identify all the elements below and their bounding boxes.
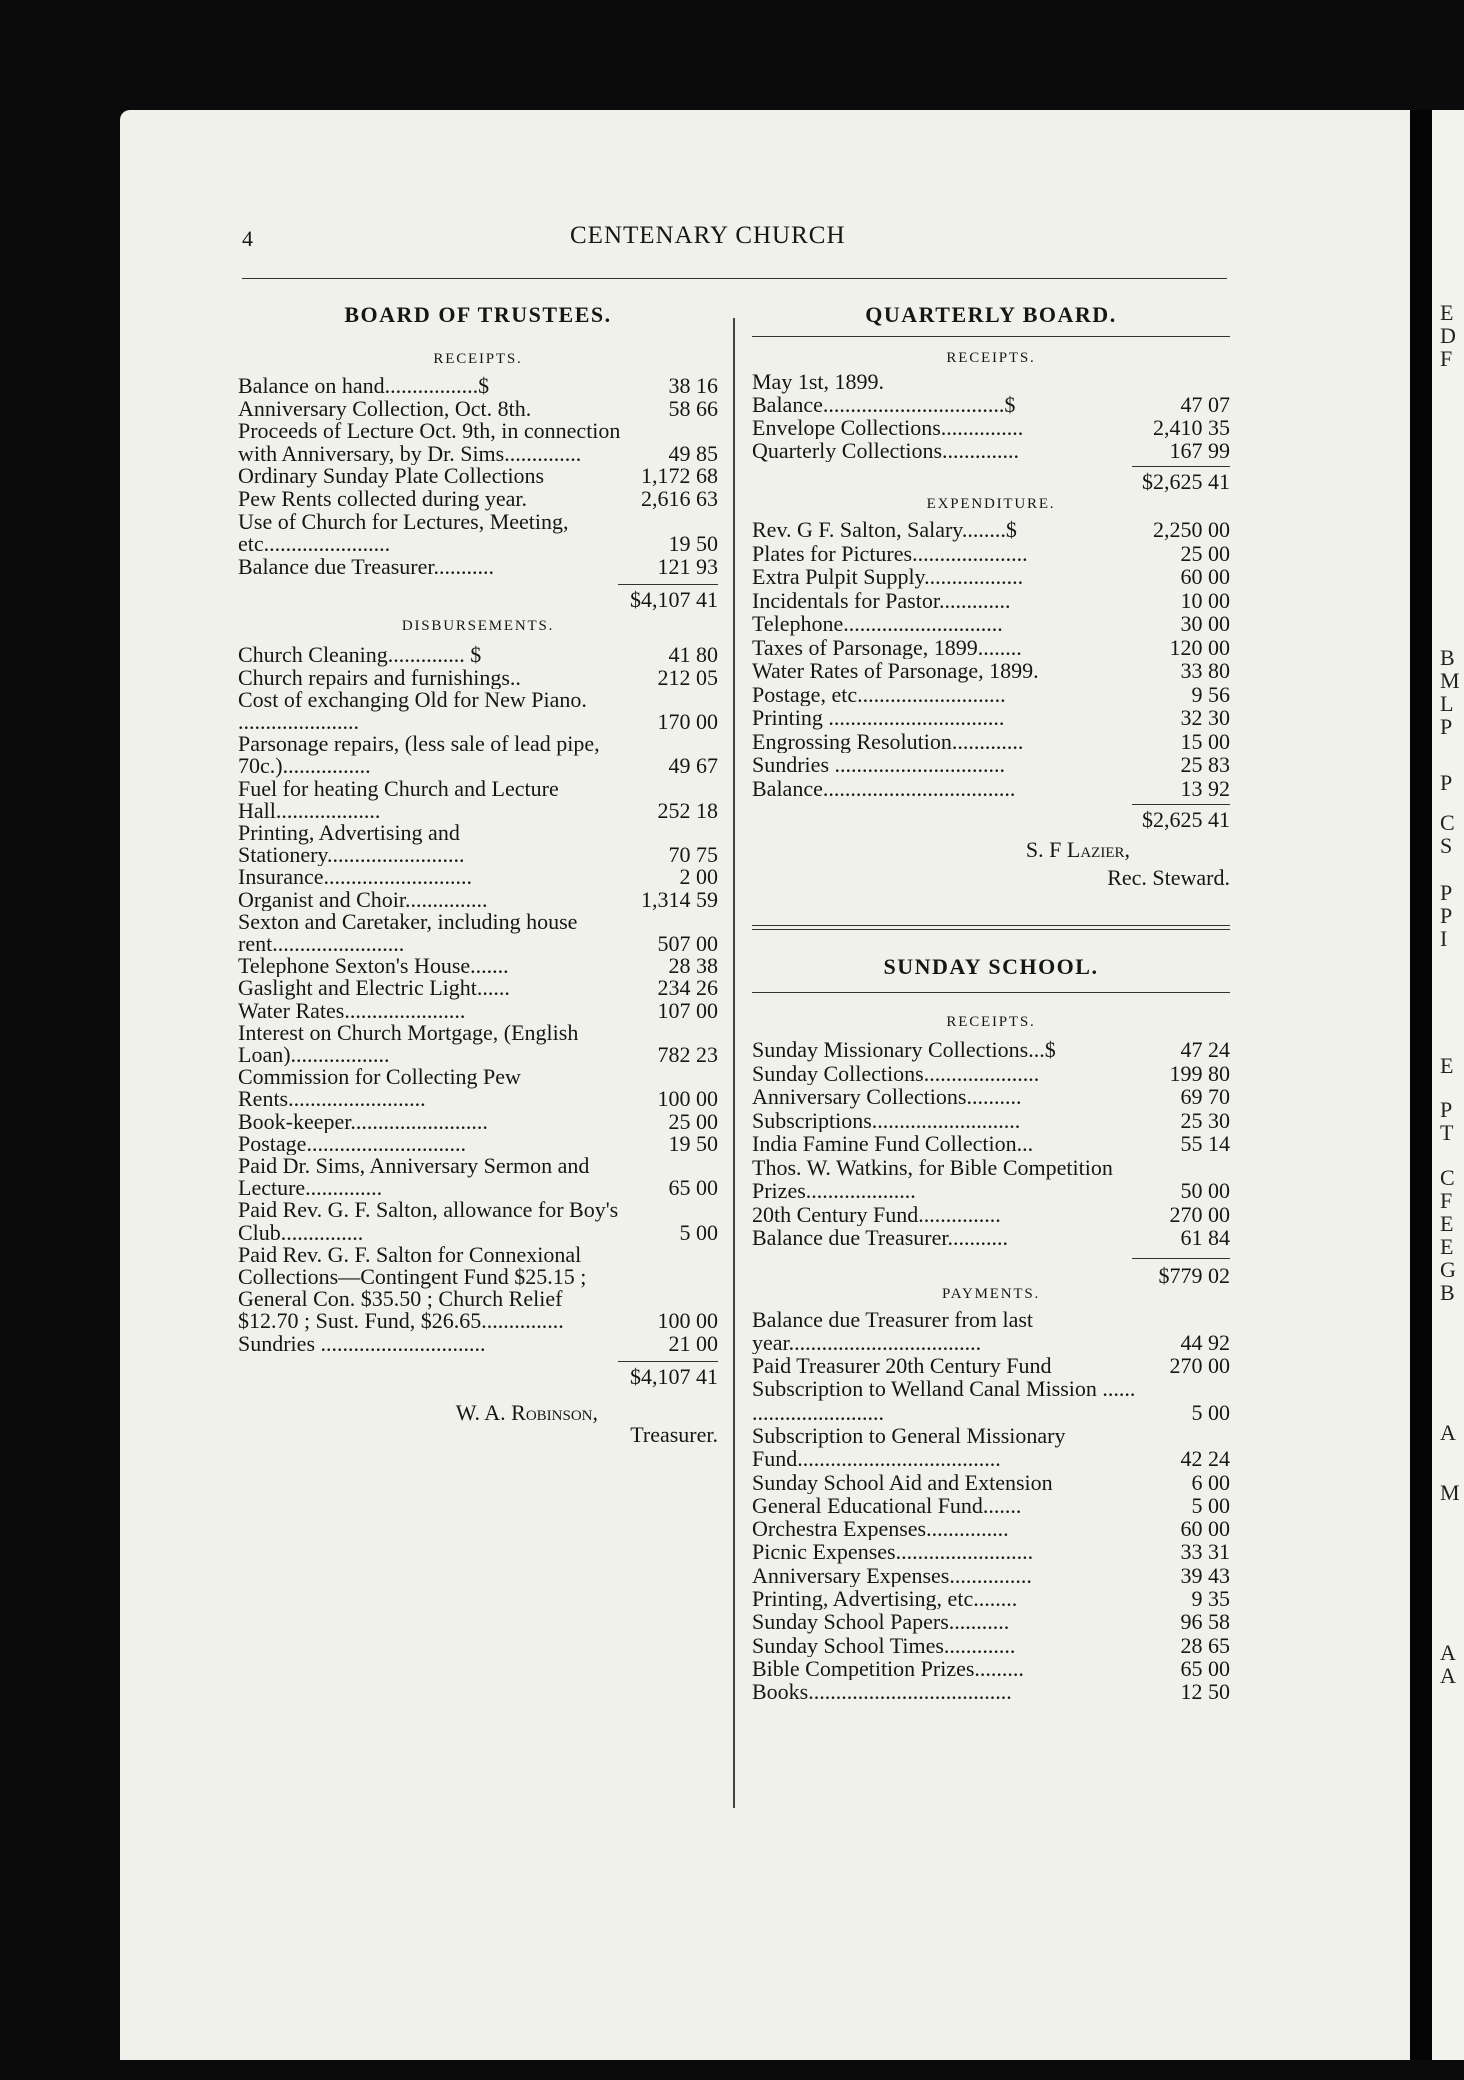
ledger-label: Balance due Treasurer........... <box>752 1226 1008 1250</box>
ledger-label: Gaslight and Electric Light...... <box>238 977 510 1000</box>
ledger-row <box>238 1330 718 1356</box>
ledger-row <box>752 1132 1230 1156</box>
quarterly-expenditure-label: EXPENDITURE. <box>926 496 1056 512</box>
ledger-row <box>752 1540 1230 1563</box>
ledger-amount: 2,250 00 <box>1153 517 1230 542</box>
ledger-row <box>238 886 718 912</box>
ledger-row <box>752 683 1230 707</box>
ledger-row <box>752 730 1230 754</box>
ledger-label: Telephone............................. <box>752 612 1003 636</box>
ledger-label: Pew Rents collected during year. <box>238 487 527 511</box>
fragment-letter: P <box>1440 714 1453 739</box>
ledger-label: Quarterly Collections.............. <box>752 439 1020 462</box>
ledger-label: Proceeds of Lecture Oct. 9th, in connection with Anniversary, by Dr. Sims.............. <box>238 420 621 466</box>
ledger-amount: 1,172 68 <box>641 463 718 489</box>
ledger-amount: 5 00 <box>1191 1399 1230 1425</box>
ledger-amount: 61 84 <box>1180 1225 1230 1250</box>
ledger-row <box>238 1022 718 1066</box>
ledger-amount: 41 80 <box>668 642 718 668</box>
quarterly-signature-name: S. F Lazier, <box>1025 837 1130 862</box>
ledger-amount: 13 92 <box>1180 775 1230 801</box>
ledger-row <box>238 866 718 888</box>
ledger-label: Paid Treasurer 20th Century Fund <box>752 1354 1052 1378</box>
ledger-amount: 28 65 <box>1180 1632 1230 1658</box>
sunday-receipts-label: RECEIPTS. <box>946 1014 1036 1030</box>
ledger-row <box>752 416 1230 439</box>
trustees-title: BOARD OF TRUSTEES. <box>344 302 612 327</box>
ledger-label: Balance due Treasurer from last year................................... <box>752 1307 1034 1355</box>
header-rule <box>242 278 1227 279</box>
ledger-label: Subscription to Welland Canal Mission ...... ........................ <box>752 1377 1136 1424</box>
ledger-row <box>752 777 1230 801</box>
ledger-row <box>752 1634 1230 1657</box>
ledger-row <box>752 1377 1230 1424</box>
ledger-amount: 60 00 <box>1180 564 1230 589</box>
ledger-label: Envelope Collections............... <box>752 416 1024 439</box>
ledger-label: Books..................................... <box>752 1680 1012 1704</box>
ledger-label: Sexton and Caretaker, including house rent........................ <box>238 910 578 956</box>
ledger-label: Balance.................................$ <box>752 393 1016 416</box>
ledger-row <box>752 1494 1230 1517</box>
ledger-amount: 167 99 <box>1169 438 1230 463</box>
ledger-label: Sunday School Aid and Extension <box>752 1470 1053 1494</box>
trustees-column <box>238 300 718 1446</box>
ledger-row <box>752 1610 1230 1633</box>
ledger-label: Picnic Expenses......................... <box>752 1540 1034 1564</box>
ledger-amount: 25 83 <box>1180 752 1230 777</box>
sunday-title: SUNDAY SCHOOL. <box>883 954 1099 979</box>
ledger-amount: 9 35 <box>1191 1586 1230 1612</box>
ledger-row <box>752 636 1230 660</box>
ledger-amount: 507 00 <box>657 930 718 956</box>
ledger-row <box>752 612 1230 636</box>
fragment-letter: F <box>1440 1188 1453 1213</box>
total-rule <box>1132 804 1230 805</box>
ledger-row <box>238 689 718 733</box>
quarterly-receipts-total: $2,625 41 <box>1142 469 1230 494</box>
ledger-label: Fuel for heating Church and Lecture Hall................... <box>238 777 559 822</box>
trustees-receipts-label: RECEIPTS. <box>433 351 523 367</box>
ledger-amount: 60 00 <box>1180 1516 1230 1542</box>
fragment-letter: E <box>1440 1211 1454 1236</box>
ledger-amount: 55 14 <box>1180 1131 1230 1156</box>
ledger-row <box>752 706 1230 730</box>
ledger-label: Subscriptions........................... <box>752 1108 1021 1132</box>
ledger-row <box>238 553 718 579</box>
ledger-amount: 100 00 <box>657 1308 718 1334</box>
ledger-label: Interest on Church Mortgage, (English Loan).................. <box>238 1021 579 1067</box>
ledger-label: Anniversary Collections.......... <box>752 1085 1022 1109</box>
ledger-amount: 70 75 <box>668 842 718 868</box>
ledger-row <box>752 565 1230 589</box>
ledger-amount: 5 00 <box>1191 1492 1230 1518</box>
ledger-row <box>238 1130 718 1156</box>
ledger-amount: 47 07 <box>1180 392 1230 417</box>
ledger-row <box>752 1203 1230 1227</box>
ledger-row <box>752 1564 1230 1587</box>
ledger-row <box>752 1308 1230 1355</box>
ledger-label: Sundries ............................... <box>752 753 1005 777</box>
ledger-row <box>238 644 718 666</box>
ledger-label: Printing ................................ <box>752 706 1005 730</box>
fragment-letter: P <box>1440 903 1453 928</box>
ledger-label: Organist and Choir............... <box>238 888 488 911</box>
ledger-label: General Educational Fund....... <box>752 1493 1022 1518</box>
ledger-label: Use of Church for Lectures, Meeting, etc....................... <box>238 510 569 556</box>
ledger-amount: 39 43 <box>1180 1562 1230 1588</box>
total-rule <box>618 584 718 585</box>
ledger-row <box>752 1156 1230 1203</box>
ledger-row <box>752 542 1230 566</box>
fragment-letter: P <box>1440 880 1453 905</box>
ledger-amount: 33 31 <box>1180 1539 1230 1565</box>
ledger-row <box>752 753 1230 777</box>
ledger-amount: 121 93 <box>657 553 718 579</box>
ledger-row <box>752 1587 1230 1610</box>
ledger-row <box>752 1038 1230 1062</box>
ledger-amount: 234 26 <box>657 975 718 1001</box>
ledger-row <box>752 1680 1230 1703</box>
fragment-letter: F <box>1440 346 1453 371</box>
ledger-row <box>238 911 718 955</box>
ledger-row <box>752 589 1230 613</box>
ledger-amount: 170 00 <box>657 708 718 734</box>
ledger-label: Sundries .............................. <box>238 1332 486 1355</box>
ledger-label: Subscription to General Missionary Fund..................................... <box>752 1423 1066 1471</box>
ledger-amount: 28 38 <box>668 953 718 979</box>
page-number: 4 <box>242 226 253 251</box>
ledger-row <box>238 511 718 556</box>
ledger-label: Orchestra Expenses............... <box>752 1517 1009 1541</box>
ledger-amount: 49 67 <box>668 753 718 779</box>
total-rule <box>618 1361 718 1362</box>
ledger-amount: 19 50 <box>668 531 718 557</box>
ledger-row <box>752 1424 1230 1471</box>
ledger-row <box>752 1657 1230 1680</box>
ledger-amount: 47 24 <box>1180 1037 1230 1062</box>
ledger-label: Parsonage repairs, (less sale of lead pipe, 70c.)................ <box>238 733 600 778</box>
fragment-letter: A <box>1440 1640 1456 1665</box>
ledger-amount: 1,314 59 <box>641 886 718 912</box>
fragment-letter: G <box>1440 1257 1456 1282</box>
sunday-payments-label: PAYMENTS. <box>941 1285 1041 1302</box>
ledger-row <box>752 1517 1230 1540</box>
ledger-row <box>752 1062 1230 1086</box>
ledger-row <box>238 395 718 421</box>
ledger-label: Incidentals for Pastor............. <box>752 588 1011 612</box>
quarterly-expenditure-total: $2,625 41 <box>1142 807 1230 832</box>
ledger-amount: 25 00 <box>668 1108 718 1134</box>
fragment-letter: S <box>1440 833 1453 858</box>
ledger-label: Balance................................... <box>752 776 1016 800</box>
ledger-amount: 49 85 <box>668 440 718 466</box>
ledger-row <box>238 1244 718 1333</box>
ledger-label: Book-keeper......................... <box>238 1110 488 1133</box>
ledger-label: India Famine Fund Collection... <box>752 1132 1034 1156</box>
ledger-label: Sunday Collections..................... <box>752 1061 1040 1085</box>
ledger-label: Balance on hand.................$ <box>238 375 490 398</box>
ledger-label: Telephone Sexton's House....... <box>238 955 509 978</box>
fragment-letter: M <box>1440 668 1460 693</box>
ledger-label: Engrossing Resolution............. <box>752 729 1024 753</box>
ledger-row <box>752 393 1230 416</box>
ledger-amount: 21 00 <box>668 1330 718 1356</box>
total-rule <box>1132 466 1230 467</box>
next-page-edge <box>1432 110 1464 2060</box>
ledger-label: Postage, etc........................... <box>752 682 1006 706</box>
fragment-letter: E <box>1440 1053 1454 1078</box>
fragment-letter: A <box>1440 1663 1456 1688</box>
trustees-disbursements-label: DISBURSEMENTS. <box>401 618 555 635</box>
ledger-row <box>238 664 718 690</box>
ledger-amount: 38 16 <box>668 373 718 398</box>
ledger-label: Bible Competition Prizes......... <box>752 1656 1024 1681</box>
fragment-letter: A <box>1440 1420 1456 1445</box>
ledger-amount: 96 58 <box>1180 1609 1230 1635</box>
ledger-label: Anniversary Collection, Oct. 8th. <box>238 397 532 421</box>
trustees-receipts-list <box>238 375 718 578</box>
ledger-amount: 2,410 35 <box>1153 415 1230 440</box>
ledger-amount: 69 70 <box>1180 1084 1230 1109</box>
quarterly-receipts-list <box>752 393 1230 462</box>
sunday-receipts-total: $779 02 <box>1158 1262 1230 1288</box>
ledger-label: Thos. W. Watkins, for Bible Competition Prizes.................... <box>752 1155 1113 1203</box>
ledger-label: Commission for Collecting Pew Rents......................... <box>238 1066 521 1111</box>
fragment-letter: B <box>1440 645 1455 670</box>
ledger-amount: 65 00 <box>1180 1655 1230 1681</box>
trustees-signature-title: Treasurer. <box>630 1421 718 1447</box>
ledger-amount: 58 66 <box>668 395 718 421</box>
trustees-signature-name: W. A. Robinson, <box>455 1399 598 1425</box>
ledger-row <box>238 485 718 511</box>
ledger-label: Insurance........................... <box>238 866 473 889</box>
ledger-label: Ordinary Sunday Plate Collections <box>238 465 545 488</box>
ledger-row <box>238 375 718 398</box>
section-rule <box>752 992 1230 993</box>
fragment-letter: I <box>1440 926 1448 951</box>
fragment-letter: B <box>1440 1280 1455 1305</box>
ledger-row <box>752 1085 1230 1109</box>
ledger-label: 20th Century Fund............... <box>752 1202 1001 1226</box>
quarterly-date-line: May 1st, 1899. <box>752 369 884 394</box>
quarterly-signature-title: Rec. Steward. <box>1107 865 1230 890</box>
ledger-amount: 32 30 <box>1180 705 1230 730</box>
ledger-amount: 252 18 <box>657 797 718 823</box>
trustees-disbursements-total: $4,107 41 <box>630 1363 718 1389</box>
ledger-row <box>752 1226 1230 1250</box>
section-double-rule <box>752 925 1230 930</box>
ledger-label: Cost of exchanging Old for New Piano. ...................... <box>238 688 587 734</box>
ledger-label: Postage............................. <box>238 1132 466 1156</box>
ledger-row <box>238 822 718 866</box>
ledger-label: Plates for Pictures..................... <box>752 541 1028 565</box>
fragment-letter: E <box>1440 300 1454 325</box>
ledger-label: Printing, Advertising, etc........ <box>752 1587 1018 1611</box>
ledger-amount: 33 80 <box>1180 658 1230 683</box>
ledger-label: Rev. G F. Salton, Salary........$ <box>752 518 1017 542</box>
ledger-row <box>238 955 718 977</box>
ledger-label: Balance due Treasurer........... <box>238 555 494 579</box>
ledger-amount: 44 92 <box>1180 1329 1230 1355</box>
quarterly-receipts-label: RECEIPTS. <box>946 350 1036 366</box>
ledger-row <box>238 420 718 465</box>
ledger-amount: 107 00 <box>657 997 718 1023</box>
ledger-amount: 270 00 <box>1169 1353 1230 1379</box>
ledger-row <box>752 518 1230 542</box>
ledger-amount: 30 00 <box>1180 611 1230 636</box>
trustees-disbursements-list <box>238 644 718 1355</box>
ledger-amount: 2 00 <box>679 864 718 890</box>
ledger-amount: 212 05 <box>657 664 718 690</box>
ledger-amount: 9 56 <box>1191 681 1230 707</box>
fragment-letter: D <box>1440 323 1456 348</box>
fragment-letter: E <box>1440 1234 1454 1259</box>
fragment-letter: L <box>1440 691 1454 716</box>
ledger-amount: 25 30 <box>1180 1107 1230 1133</box>
ledger-label: Sunday Missionary Collections...$ <box>752 1038 1056 1062</box>
ledger-amount: 6 00 <box>1191 1469 1230 1495</box>
ledger-label: Church repairs and furnishings.. <box>238 666 521 689</box>
fragment-letter: P <box>1440 1097 1453 1122</box>
ledger-row <box>238 1155 718 1199</box>
ledger-row <box>752 439 1230 462</box>
fragment-letter: M <box>1440 1480 1460 1505</box>
ledger-label: Anniversary Expenses............... <box>752 1563 1032 1588</box>
ledger-label: Church Cleaning.............. $ <box>238 644 482 667</box>
section-rule <box>752 336 1230 337</box>
ledger-label: Water Rates...................... <box>238 999 466 1022</box>
ledger-label: Printing, Advertising and Stationery......................... <box>238 821 465 867</box>
ledger-amount: 2,616 63 <box>641 485 718 511</box>
ledger-row <box>238 733 718 777</box>
ledger-row <box>238 778 718 822</box>
ledger-label: Taxes of Parsonage, 1899........ <box>752 635 1022 659</box>
ledger-label: Sunday School Times............. <box>752 1633 1016 1657</box>
ledger-label: Paid Dr. Sims, Anniversary Sermon and Lecture.............. <box>238 1155 590 1200</box>
ledger-amount: 199 80 <box>1169 1060 1230 1086</box>
ledger-label: Sunday School Papers........... <box>752 1610 1010 1634</box>
right-column <box>752 300 1230 1704</box>
ledger-row <box>238 1199 718 1243</box>
ledger-row <box>238 465 718 488</box>
ledger-row <box>238 1108 718 1134</box>
ledger-amount: 25 00 <box>1180 540 1230 566</box>
fragment-letter: C <box>1440 810 1455 835</box>
quarterly-title: QUARTERLY BOARD. <box>865 302 1117 327</box>
ledger-amount: 50 00 <box>1180 1178 1230 1203</box>
trustees-receipts-total: $4,107 41 <box>630 587 718 613</box>
ledger-amount: 15 00 <box>1180 728 1230 754</box>
ledger-label: Water Rates of Parsonage, 1899. <box>752 659 1039 683</box>
sunday-payments-list <box>752 1308 1230 1704</box>
fragment-letter: C <box>1440 1165 1455 1190</box>
ledger-row <box>752 1354 1230 1377</box>
ledger-amount: 270 00 <box>1169 1201 1230 1227</box>
ledger-label: Paid Rev. G. F. Salton, allowance for Boy's Club............... <box>238 1199 619 1244</box>
column-divider <box>733 318 735 1808</box>
ledger-row <box>238 997 718 1023</box>
total-rule <box>1132 1258 1230 1259</box>
ledger-amount: 782 23 <box>657 1042 718 1067</box>
ledger-amount: 10 00 <box>1180 587 1230 613</box>
ledger-row <box>752 1471 1230 1494</box>
quarterly-expenditure-list <box>752 518 1230 800</box>
ledger-label: Paid Rev. G. F. Salton for Connexional Collections—Contingent Fund $25.15 ; General Con. $35.50 ; Church Relief $12.70 ; Sust. Fund, $26.65............... <box>238 1243 587 1333</box>
ledger-row <box>238 1066 718 1110</box>
ledger-amount: 42 24 <box>1180 1446 1230 1472</box>
ledger-row <box>238 977 718 999</box>
ledger-amount: 65 00 <box>668 1175 718 1201</box>
ledger-label: Extra Pulpit Supply.................. <box>752 565 1024 589</box>
ledger-row <box>752 1109 1230 1133</box>
fragment-letter: T <box>1440 1120 1454 1145</box>
ledger-row <box>752 659 1230 683</box>
ledger-amount: 19 50 <box>668 1130 718 1156</box>
ledger-amount: 120 00 <box>1169 634 1230 660</box>
ledger-amount: 100 00 <box>657 1086 718 1112</box>
sunday-receipts-list <box>752 1038 1230 1250</box>
ledger-amount: 12 50 <box>1180 1679 1230 1705</box>
fragment-letter: P <box>1440 770 1453 795</box>
running-title: CENTENARY CHURCH <box>570 222 846 249</box>
ledger-amount: 5 00 <box>679 1219 718 1245</box>
